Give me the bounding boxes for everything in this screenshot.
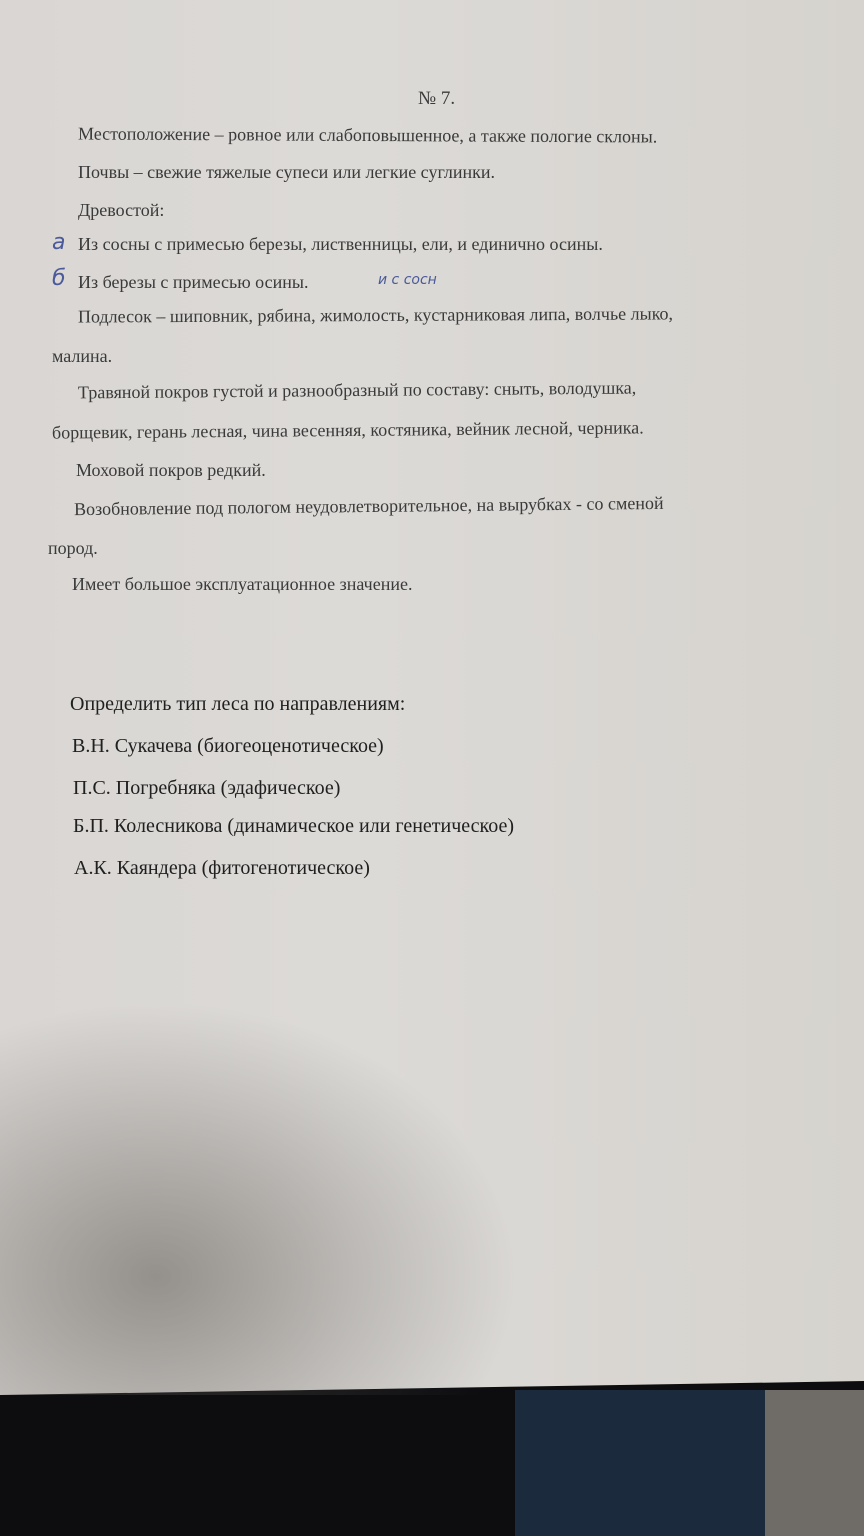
task-item: П.С. Погребняка (эдафическое) — [73, 777, 341, 799]
task-item: Б.П. Колесникова (динамическое или генетическое) — [73, 815, 515, 837]
task-item: В.Н. Сукачева (биогеоценотическое) — [72, 735, 384, 757]
background-fabric — [515, 1390, 765, 1536]
undergrowth-line-2: малина. — [52, 346, 113, 366]
grass-line-1: Травяной покров густой и разнообразный по составу: сныть, володушка, — [77, 377, 637, 403]
soils-line: Почвы – свежие тяжелые супеси или легкие суглинки. — [78, 162, 496, 182]
task-heading: Определить тип леса по направлениям: — [70, 693, 406, 715]
location-line: Местоположение – ровное или слабоповышенное, а также пологие склоны. — [77, 123, 658, 147]
stand-b-line: Из березы с примесью осины. — [78, 272, 309, 292]
document-number: № 7. — [418, 88, 456, 109]
grass-line-2: борщевик, герань лесная, чина весенняя, костяника, вейник лесной, черника. — [51, 417, 644, 443]
task-item: А.К. Каяндера (фитогенотическое) — [74, 857, 370, 879]
handwritten-mark-b: б — [52, 266, 66, 291]
stand-heading: Древостой: — [78, 200, 165, 220]
stand-a-line: Из сосны с примесью березы, лиственницы, ели, и единично осины. — [78, 234, 603, 254]
undergrowth-line-1: Подлесок – шиповник, рябина, жимолость, кустарниковая липа, волчье лыко, — [77, 303, 674, 327]
renewal-line-1: Возобновление под пологом неудовлетворительное, на вырубках - со сменой — [73, 492, 664, 520]
value-line: Имеет большое эксплуатационное значение. — [72, 574, 413, 594]
handwritten-mark-a: а — [52, 230, 66, 255]
moss-line: Моховой покров редкий. — [76, 460, 266, 480]
background-object — [765, 1390, 864, 1536]
renewal-line-2: пород. — [48, 538, 98, 558]
handwritten-note: и с сосн — [378, 272, 437, 288]
shadow — [0, 1000, 520, 1395]
